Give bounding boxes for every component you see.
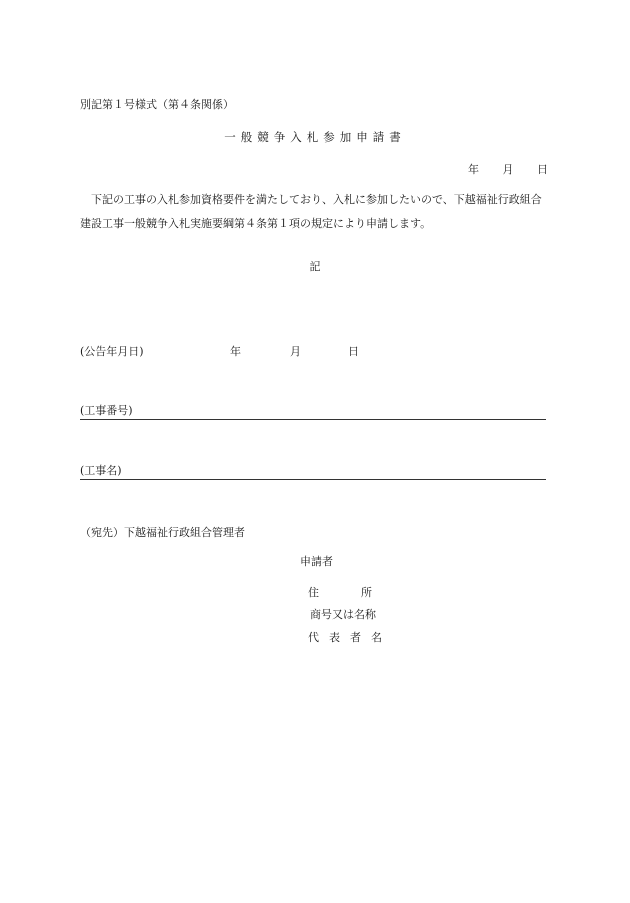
notice-year-label: 年 [230,345,241,358]
form-number-label: 別記第１号様式（第４条関係） [80,98,234,111]
project-number-field[interactable] [80,402,546,420]
addressee: （宛先）下越福祉行政組合管理者 [80,526,245,539]
project-number-label: (工事番号) [80,404,133,417]
project-name-field[interactable] [80,462,546,480]
public-notice-date-row [80,343,359,359]
application-statement: 下記の工事の入札参加資格要件を満たしており、入札に参加したいので、下越福祉行政組合建設工事一般競争入札実施要綱第４条第１項の規定により申請します。 [80,193,542,230]
notice-month-label: 月 [290,345,301,358]
date-month-label: 月 [502,163,514,176]
representative-name-label: 代 表 者 名 [308,631,382,644]
ki-heading: 記 [309,260,321,273]
date-year-label: 年 [468,163,479,176]
address-label: 住 所 [308,586,372,599]
document-title: 一般競争入札参加申請書 [224,130,406,144]
public-notice-date-label: (公告年月日) [80,345,144,358]
notice-day-label: 日 [348,345,359,358]
submission-date-line [448,161,548,177]
company-name-label: 商号又は名称 [310,608,376,621]
date-day-label: 日 [537,163,548,176]
applicant-heading: 申請者 [300,555,333,568]
project-name-label: (工事名) [80,464,122,477]
